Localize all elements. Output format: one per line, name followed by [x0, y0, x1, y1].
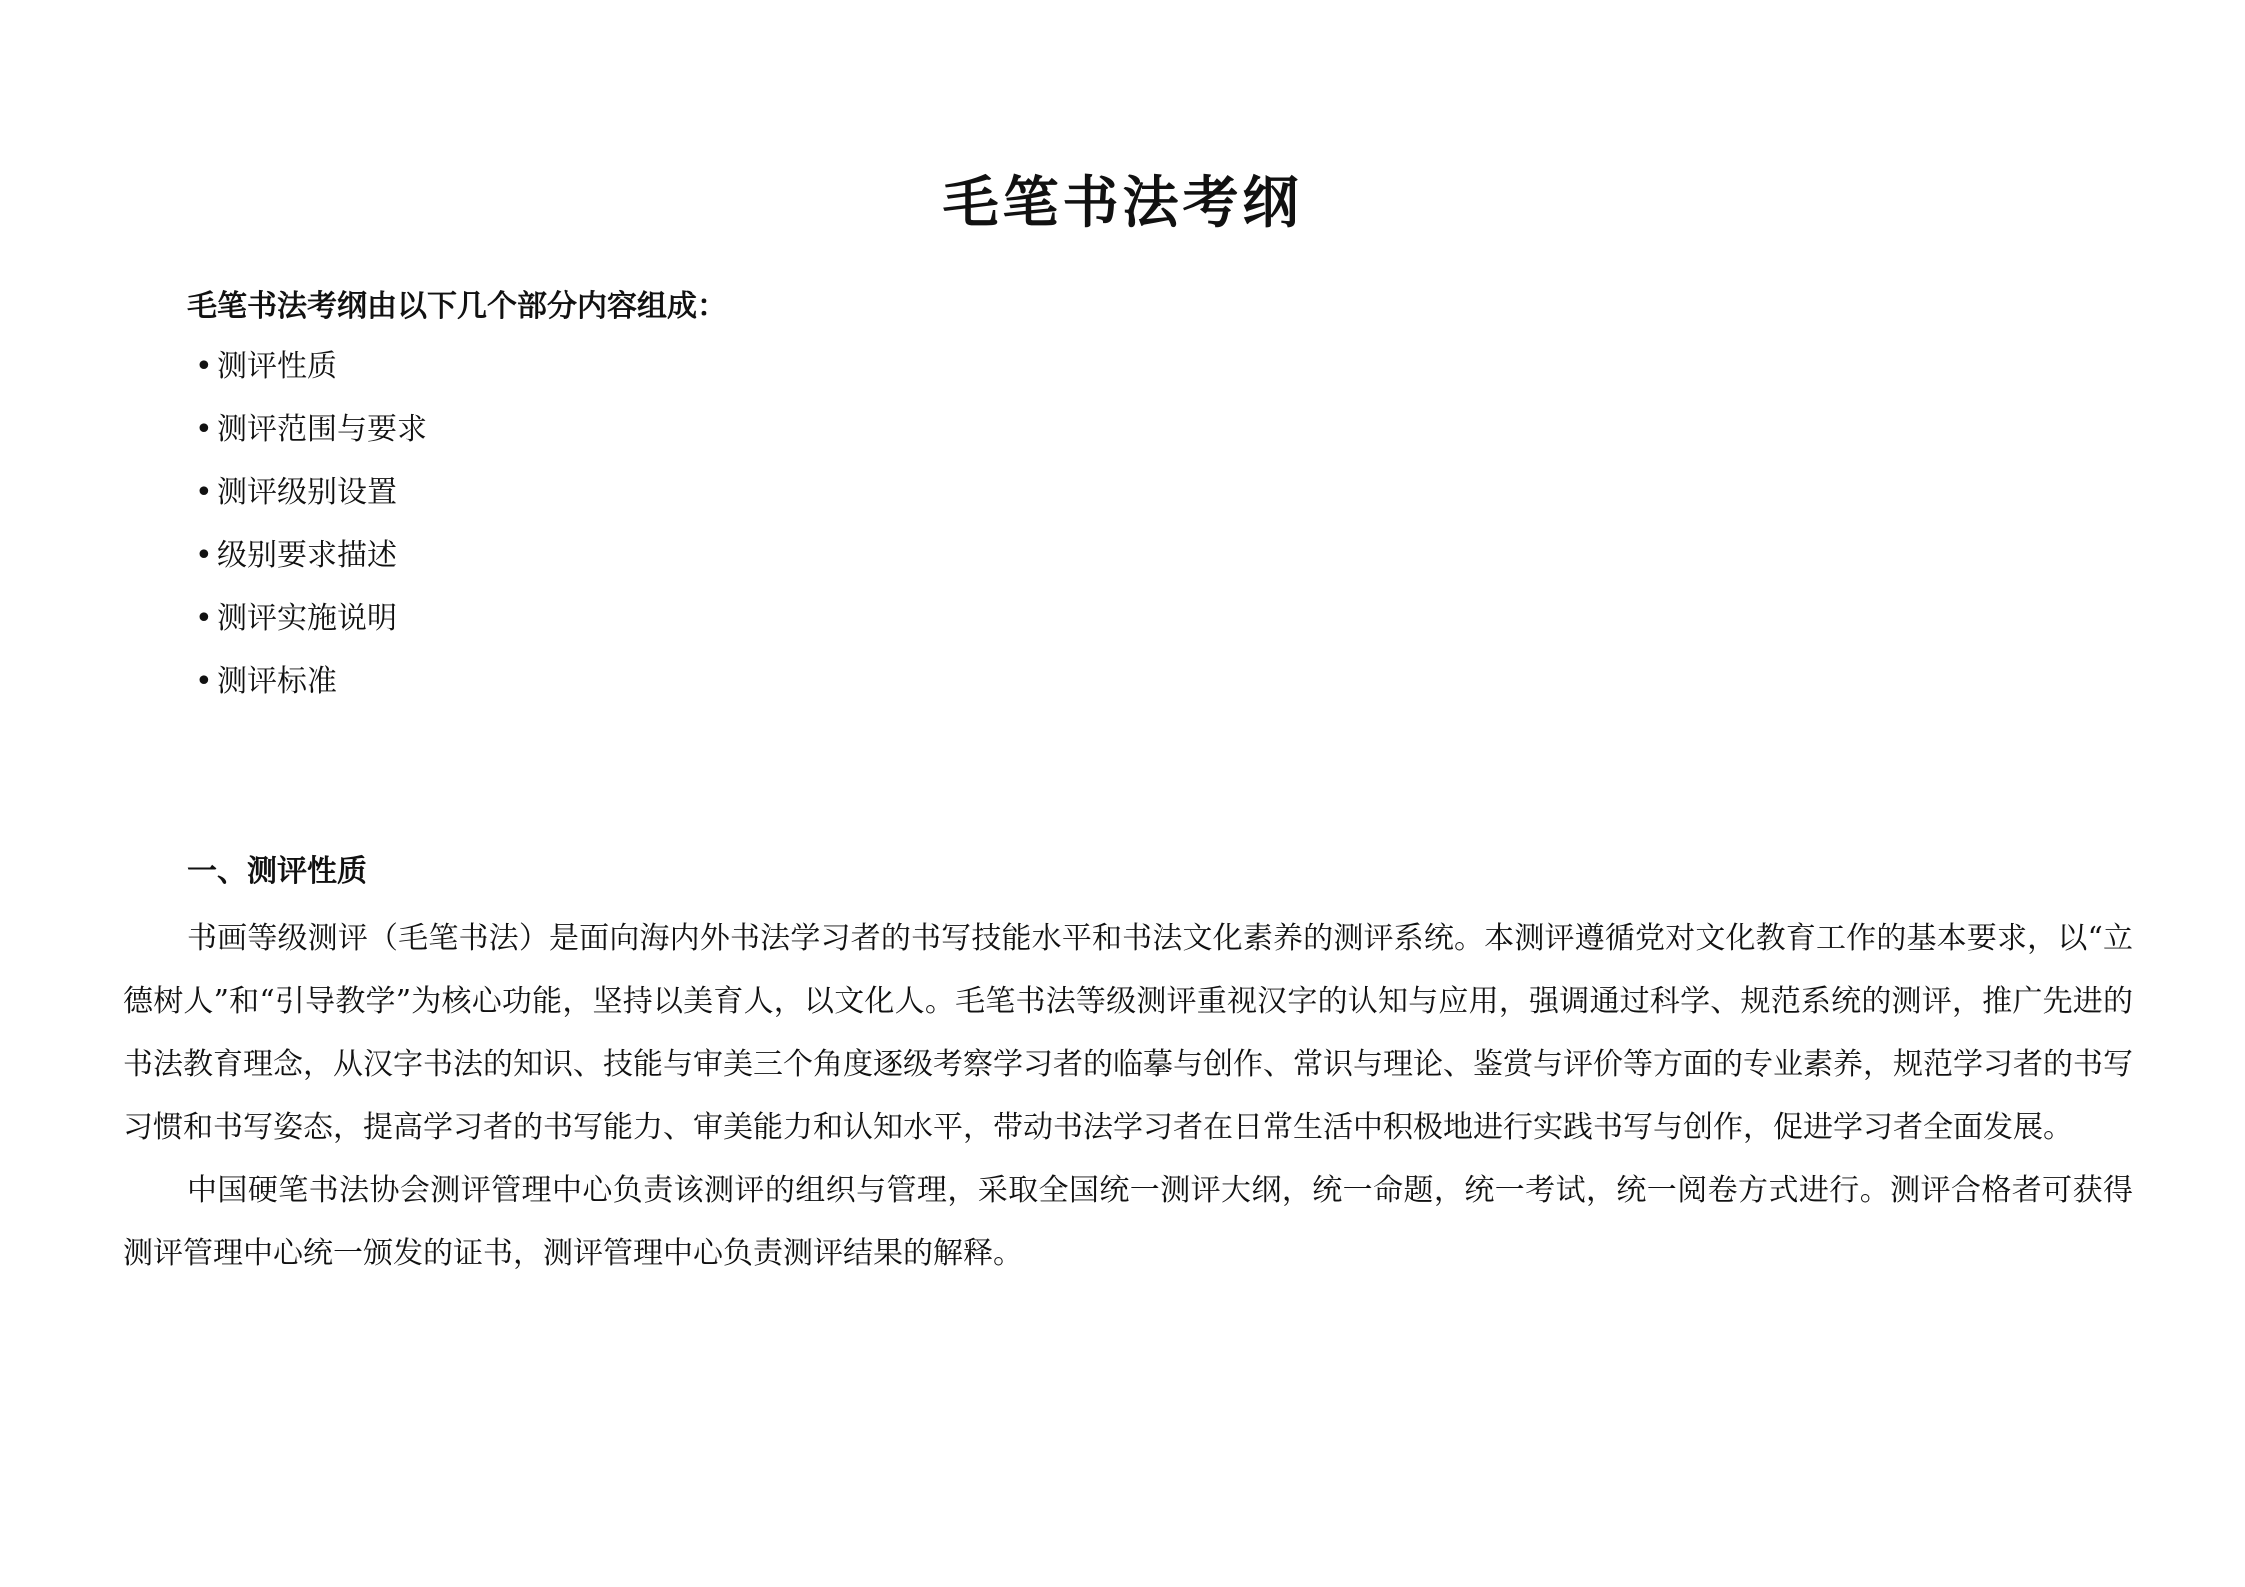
toc-item-label: 测评范围与要求	[217, 412, 427, 447]
section-heading: 一、测评性质	[187, 854, 367, 889]
document-title: 毛笔书法考纲	[942, 170, 1303, 236]
toc-list	[195, 347, 427, 725]
bullet-icon: •	[195, 664, 213, 699]
bullet-icon: •	[195, 538, 213, 573]
toc-item-label: 测评实施说明	[217, 601, 397, 636]
toc-item-label: 级别要求描述	[217, 538, 397, 573]
bullet-icon: •	[195, 601, 213, 636]
toc-item	[195, 599, 427, 662]
toc-item	[195, 473, 427, 536]
intro-text: 毛笔书法考纲由以下几个部分内容组成：	[187, 289, 727, 324]
section-body	[123, 907, 2133, 1285]
toc-item-label: 测评级别设置	[217, 475, 397, 510]
toc-item-label: 测评标准	[217, 664, 337, 699]
paragraph: 书画等级测评（毛笔书法）是面向海内外书法学习者的书写技能水平和书法文化素养的测评系统。本测评遵循党对文化教育工作的基本要求，以“立德树人”和“引导教学”为核心功能，坚持以美育人，以文化人。毛笔书法等级测评重视汉字的认知与应用，强调通过科学、规范系统的测评，推广先进的书法教育理念，从汉字书法的知识、技能与审美三个角度逐级考察学习者的临摹与创作、常识与理论、鉴赏与评价等方面的专业素养，规范学习者的书写习惯和书写姿态，提高学习者的书写能力、审美能力和认知水平，带动书法学习者在日常生活中积极地进行实践书写与创作，促进学习者全面发展。	[123, 921, 2133, 1145]
toc-item-label: 测评性质	[217, 349, 337, 384]
toc-item	[195, 536, 427, 599]
bullet-icon: •	[195, 412, 213, 447]
toc-item	[195, 410, 427, 473]
bullet-icon: •	[195, 475, 213, 510]
toc-item	[195, 347, 427, 410]
toc-item	[195, 662, 427, 725]
paragraph: 中国硬笔书法协会测评管理中心负责该测评的组织与管理，采取全国统一测评大纲，统一命题，统一考试，统一阅卷方式进行。测评合格者可获得测评管理中心统一颁发的证书，测评管理中心负责测评结果的解释。	[123, 1173, 2133, 1271]
bullet-icon: •	[195, 349, 213, 384]
